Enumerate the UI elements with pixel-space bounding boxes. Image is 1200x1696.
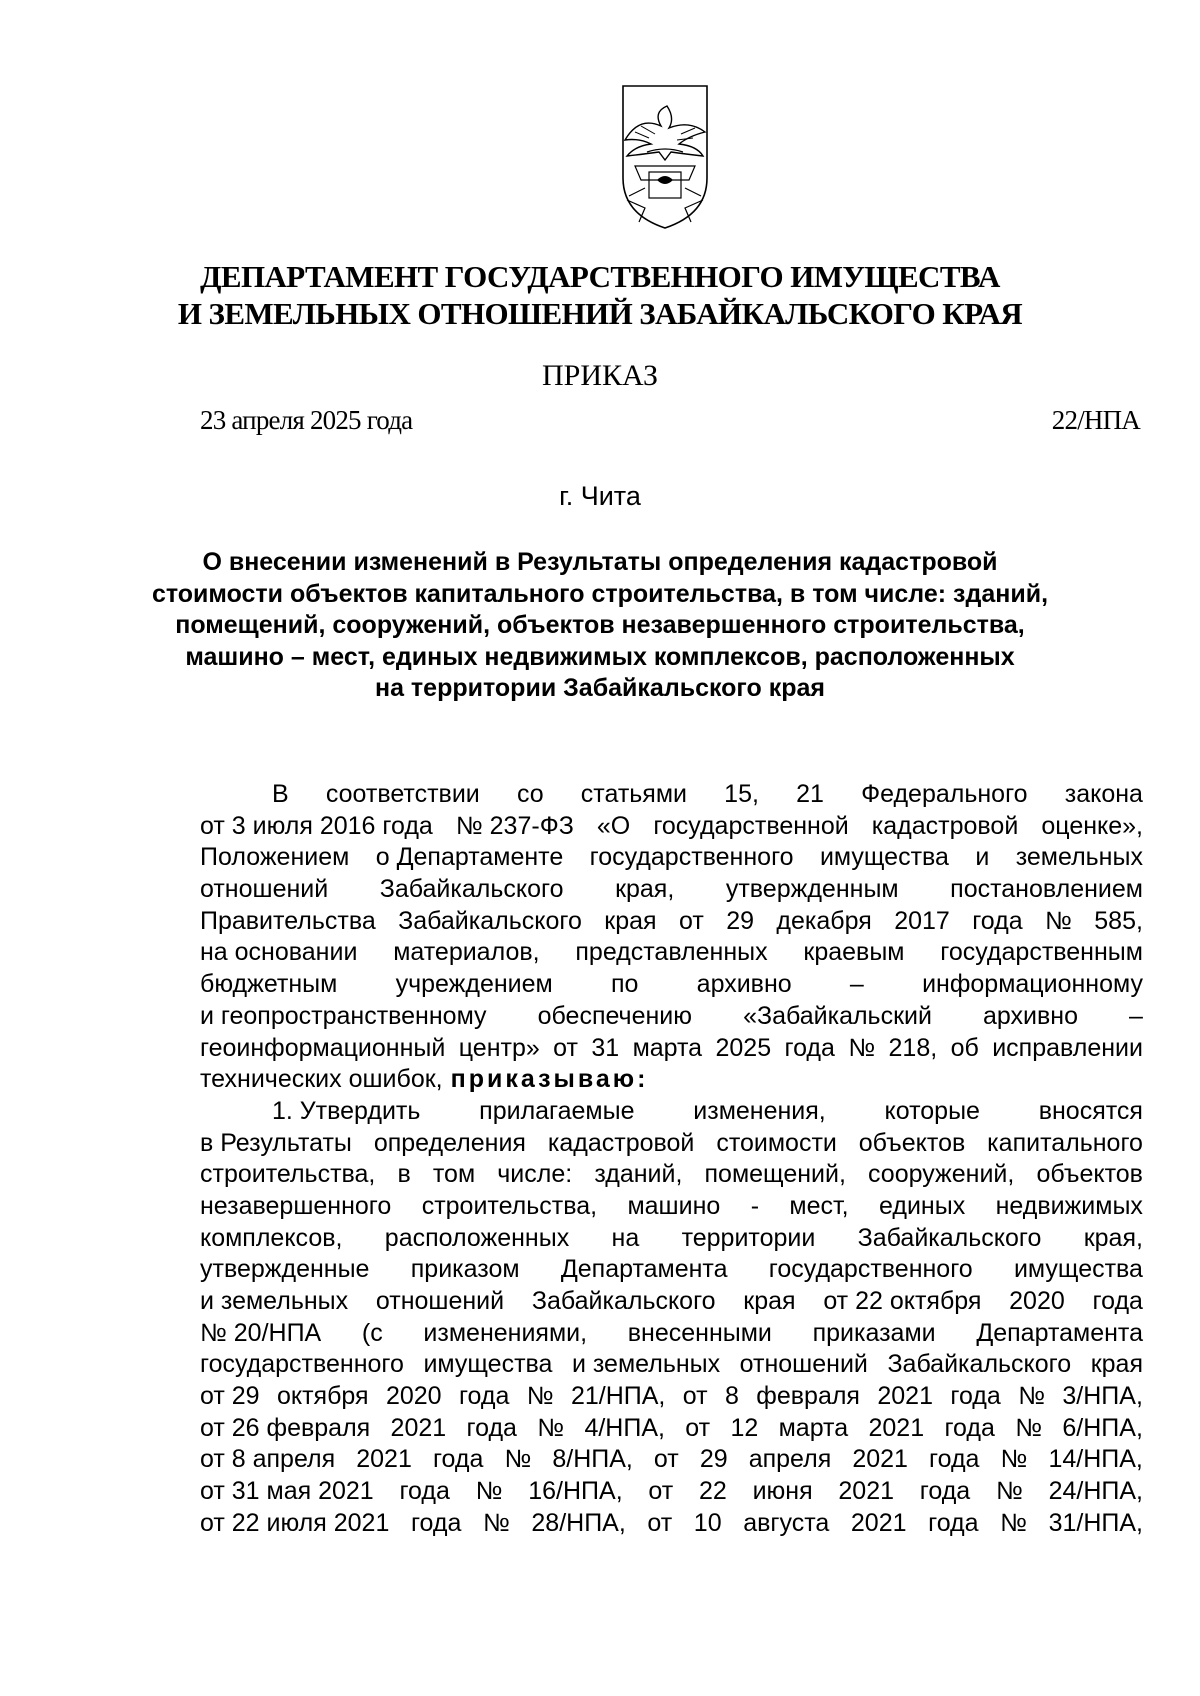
word: государственной bbox=[653, 811, 849, 840]
word: августа bbox=[743, 1508, 830, 1537]
word: кадастровой bbox=[871, 811, 1019, 840]
word: отношений bbox=[200, 875, 329, 904]
word: территории bbox=[681, 1223, 816, 1252]
word: Правительства bbox=[200, 906, 376, 935]
word: 16/НПА, bbox=[528, 1477, 623, 1506]
document-type: ПРИКАЗ bbox=[542, 359, 658, 392]
text-line bbox=[200, 1444, 1143, 1476]
text-line bbox=[200, 969, 1143, 1001]
word: года bbox=[929, 1445, 980, 1474]
document-city: г. Чита bbox=[559, 481, 641, 511]
word: сооружений, bbox=[868, 1160, 1015, 1189]
word: года bbox=[1092, 1287, 1143, 1315]
word: расположенных bbox=[384, 1223, 570, 1252]
word: соответствии bbox=[325, 780, 480, 808]
subject-line: стоимости объектов капитального строительства, в том числе: зданий, bbox=[151, 579, 1049, 608]
word: 2021 bbox=[877, 1382, 933, 1411]
text-line bbox=[200, 1223, 1143, 1255]
word: - bbox=[750, 1191, 760, 1220]
text-line bbox=[200, 1381, 1143, 1413]
word: от bbox=[682, 1382, 708, 1411]
word: архивно bbox=[696, 970, 792, 999]
word: 2025 bbox=[715, 1033, 772, 1062]
text-line bbox=[200, 1286, 1143, 1318]
word: центр» bbox=[458, 1033, 540, 1062]
word: июня bbox=[752, 1477, 813, 1506]
text-line bbox=[200, 937, 1143, 969]
word: бюджетным bbox=[200, 970, 338, 999]
word: года bbox=[458, 1382, 510, 1411]
word: «Забайкальский bbox=[743, 1001, 932, 1030]
word: от bbox=[647, 1508, 673, 1537]
word: 14/НПА, bbox=[1048, 1445, 1143, 1474]
text-line bbox=[200, 779, 1143, 811]
word: постановлением bbox=[950, 875, 1143, 904]
word: 6/НПА, bbox=[1062, 1413, 1143, 1442]
word: 1. Утвердить bbox=[272, 1096, 421, 1125]
word: Департамента bbox=[976, 1318, 1143, 1347]
word: 4/НПА, bbox=[584, 1413, 665, 1442]
word: Федерального bbox=[861, 780, 1028, 808]
word: № bbox=[1000, 1508, 1027, 1537]
word: вносятся bbox=[1038, 1096, 1143, 1125]
word: отношений bbox=[375, 1287, 505, 1315]
word: № bbox=[1000, 1445, 1028, 1474]
word: (с bbox=[361, 1318, 383, 1347]
word: 2021 bbox=[850, 1508, 907, 1537]
word: материалов, bbox=[393, 938, 540, 967]
department-name bbox=[0, 258, 1200, 332]
word: № bbox=[848, 1033, 876, 1062]
word: прилагаемые bbox=[479, 1096, 635, 1125]
word: Департамента bbox=[560, 1255, 728, 1284]
word: года bbox=[466, 1413, 517, 1442]
word: № bbox=[1018, 1382, 1046, 1411]
text-line bbox=[200, 1033, 1143, 1065]
text-line bbox=[200, 906, 1143, 938]
word: обеспечению bbox=[537, 1001, 693, 1030]
word: и bbox=[975, 843, 990, 872]
text-line bbox=[200, 1159, 1143, 1191]
text-line bbox=[200, 1318, 1143, 1350]
word: № bbox=[537, 1413, 565, 1442]
word: технических ошибок, bbox=[200, 1065, 443, 1094]
word: и земельных bbox=[200, 1287, 349, 1315]
word: от bbox=[653, 1445, 679, 1474]
word: 2021 bbox=[390, 1413, 447, 1442]
word: со bbox=[516, 780, 544, 808]
word: № bbox=[526, 1382, 554, 1411]
word: государственного bbox=[768, 1255, 973, 1284]
word: имущества bbox=[423, 1350, 553, 1379]
word: от bbox=[685, 1413, 711, 1442]
word: края, bbox=[1083, 1223, 1143, 1252]
word: комплексов, bbox=[200, 1223, 343, 1252]
word: № 20/НПА bbox=[200, 1318, 322, 1347]
word: приказом bbox=[410, 1255, 520, 1284]
word: зданий, bbox=[594, 1160, 683, 1189]
word: – bbox=[1129, 1001, 1143, 1030]
word: Забайкальского bbox=[398, 906, 582, 935]
word: от bbox=[553, 1033, 578, 1062]
word: от 29 bbox=[200, 1382, 260, 1411]
word: оценке», bbox=[1041, 811, 1143, 840]
word: 21 bbox=[796, 780, 824, 808]
word: Забайкальского bbox=[887, 1350, 1072, 1379]
word: на основании bbox=[200, 938, 358, 967]
document-date: 23 апреля 2025 года bbox=[200, 405, 413, 435]
word: края bbox=[743, 1287, 796, 1315]
word: года bbox=[784, 1033, 835, 1062]
word: приказами bbox=[812, 1318, 936, 1347]
word: марта bbox=[632, 1033, 703, 1062]
text-line bbox=[200, 1128, 1143, 1160]
document-body bbox=[200, 779, 1143, 1540]
text-line bbox=[200, 1413, 1143, 1445]
word: от 26 февраля bbox=[200, 1413, 371, 1442]
text-line bbox=[200, 874, 1143, 906]
word: отношений bbox=[739, 1350, 868, 1379]
word: 8 bbox=[724, 1382, 739, 1411]
word: края bbox=[1090, 1350, 1143, 1379]
word: единых bbox=[879, 1191, 966, 1220]
subject-line: О внесении изменений в Результаты определения кадастровой bbox=[202, 548, 998, 576]
text-line bbox=[200, 1476, 1143, 1508]
coat-of-arms-icon bbox=[605, 82, 725, 230]
word: 2021 bbox=[868, 1413, 925, 1442]
word: № bbox=[504, 1445, 532, 1474]
word: 585, bbox=[1094, 906, 1143, 935]
word: том bbox=[432, 1160, 476, 1189]
word: 24/НПА, bbox=[1048, 1477, 1143, 1506]
word: 28/НПА, bbox=[531, 1508, 626, 1537]
word: года bbox=[410, 1508, 462, 1537]
word: машино bbox=[627, 1191, 721, 1220]
word: и земельных bbox=[571, 1350, 721, 1379]
subject-line: на территории Забайкальского края bbox=[374, 674, 826, 702]
word: 21/НПА, bbox=[570, 1382, 666, 1411]
word: 2017 bbox=[894, 906, 950, 935]
word: от bbox=[678, 906, 704, 935]
word: 29 bbox=[726, 906, 754, 935]
word: 2021 bbox=[852, 1445, 908, 1474]
word: о Департаменте bbox=[375, 843, 564, 872]
word: имущества bbox=[1013, 1255, 1143, 1284]
word: 2020 bbox=[1009, 1287, 1065, 1315]
word: № bbox=[1045, 906, 1072, 935]
word: которые bbox=[884, 1096, 980, 1125]
word: «О bbox=[596, 811, 631, 840]
word: 3/НПА, bbox=[1062, 1382, 1143, 1411]
word: Забайкальского bbox=[857, 1223, 1042, 1252]
text-line bbox=[200, 1254, 1143, 1286]
word: государственным bbox=[940, 938, 1143, 967]
word: представленных bbox=[575, 938, 768, 967]
word: земельных bbox=[1015, 843, 1143, 872]
word: государственного bbox=[200, 1350, 404, 1379]
word: стоимости bbox=[716, 1128, 837, 1157]
word: в Результаты bbox=[200, 1128, 352, 1157]
text-line bbox=[200, 842, 1143, 874]
word: от 22 июля 2021 bbox=[200, 1508, 390, 1537]
word: 31/НПА, bbox=[1048, 1508, 1143, 1537]
word: определения bbox=[373, 1128, 526, 1157]
word: года bbox=[944, 1413, 995, 1442]
word: февраля bbox=[756, 1382, 860, 1411]
word: утвержденным bbox=[725, 875, 899, 904]
word: 31 bbox=[591, 1033, 620, 1062]
document-subject bbox=[0, 547, 1200, 705]
word: исправлении bbox=[992, 1033, 1143, 1062]
word: учреждением bbox=[395, 970, 553, 999]
word: 29 bbox=[699, 1445, 728, 1474]
word: декабря bbox=[776, 906, 872, 935]
word: от 22 октября bbox=[823, 1287, 982, 1315]
word: строительства, bbox=[421, 1191, 598, 1220]
department-line-1: ДЕПАРТАМЕНТ ГОСУДАРСТВЕННОГО ИМУЩЕСТВА bbox=[200, 259, 1000, 294]
word: 10 bbox=[693, 1508, 722, 1537]
word: № bbox=[1015, 1413, 1043, 1442]
word: края bbox=[604, 906, 657, 935]
word: от bbox=[648, 1477, 674, 1506]
word: изменениями, bbox=[423, 1318, 588, 1347]
word: утвержденные bbox=[200, 1255, 370, 1284]
word: года bbox=[399, 1477, 450, 1506]
word: 8/НПА, bbox=[552, 1445, 633, 1474]
word: № bbox=[995, 1477, 1023, 1506]
word: архивно bbox=[983, 1001, 1078, 1030]
word: года bbox=[432, 1445, 484, 1474]
word: Забайкальского bbox=[531, 1287, 716, 1315]
word: года bbox=[972, 906, 1023, 935]
word: марта bbox=[778, 1413, 849, 1442]
word: 2020 bbox=[385, 1382, 442, 1411]
word: В bbox=[272, 780, 289, 808]
word: Забайкальского bbox=[379, 875, 564, 904]
subject-line: машино – мест, единых недвижимых комплексов, расположенных bbox=[185, 642, 1015, 671]
document-number: 22/НПА bbox=[1051, 405, 1140, 435]
word: октября bbox=[276, 1382, 369, 1411]
word: от 3 июля 2016 года bbox=[200, 811, 433, 840]
word: года bbox=[928, 1508, 979, 1537]
word: изменения, bbox=[693, 1096, 826, 1125]
word: геоинформационный bbox=[200, 1033, 446, 1062]
text-line bbox=[200, 1508, 1143, 1540]
word: краевым bbox=[803, 938, 905, 967]
word: апреля bbox=[748, 1445, 832, 1474]
word: числе: bbox=[497, 1160, 573, 1189]
word: 12 bbox=[730, 1413, 759, 1442]
word: от 31 мая 2021 bbox=[200, 1477, 374, 1506]
text-line bbox=[200, 1191, 1143, 1223]
word: в bbox=[397, 1160, 411, 1189]
word: края, bbox=[615, 875, 675, 904]
word: Положением bbox=[200, 843, 350, 872]
order-keyword: приказываю: bbox=[450, 1065, 649, 1094]
text-line bbox=[200, 1349, 1143, 1381]
word: строительства, bbox=[200, 1160, 376, 1189]
word: № 237-ФЗ bbox=[455, 811, 574, 840]
word: государственного bbox=[589, 843, 794, 872]
word: – bbox=[849, 970, 864, 999]
word: объектов bbox=[858, 1128, 966, 1157]
word: 22 bbox=[699, 1477, 727, 1506]
department-line-2: И ЗЕМЕЛЬНЫХ ОТНОШЕНИЙ ЗАБАЙКАЛЬСКОГО КРАЯ bbox=[177, 296, 1023, 331]
word: объектов bbox=[1036, 1160, 1143, 1189]
word: 2021 bbox=[838, 1477, 895, 1506]
word: кадастровой bbox=[547, 1128, 695, 1157]
text-line bbox=[200, 1064, 1143, 1096]
word: № bbox=[482, 1508, 510, 1537]
word: капитального bbox=[987, 1128, 1143, 1157]
word: № bbox=[475, 1477, 503, 1506]
word: закона bbox=[1064, 780, 1143, 808]
word: внесенными bbox=[627, 1318, 772, 1347]
word: 15, bbox=[724, 780, 759, 808]
text-line bbox=[200, 1096, 1143, 1128]
word: по bbox=[610, 970, 639, 999]
subject-line: помещений, сооружений, объектов незавершенного строительства, bbox=[175, 611, 1025, 639]
word: 218, bbox=[888, 1033, 938, 1062]
text-line bbox=[200, 811, 1143, 843]
word: информационному bbox=[922, 970, 1143, 999]
word: помещений, bbox=[704, 1160, 846, 1189]
word: недвижимых bbox=[995, 1191, 1143, 1220]
word: года bbox=[919, 1477, 971, 1506]
word: на bbox=[611, 1223, 640, 1252]
word: статьями bbox=[580, 780, 687, 808]
word: 2021 bbox=[356, 1445, 412, 1474]
word: и геопространственному bbox=[200, 1001, 487, 1030]
word: имущества bbox=[819, 843, 949, 872]
text-line bbox=[200, 1001, 1143, 1033]
word: от 8 апреля bbox=[200, 1445, 336, 1474]
word: незавершенного bbox=[200, 1191, 392, 1220]
word: года bbox=[950, 1382, 1001, 1411]
word: об bbox=[950, 1033, 979, 1062]
word: мест, bbox=[789, 1191, 849, 1220]
